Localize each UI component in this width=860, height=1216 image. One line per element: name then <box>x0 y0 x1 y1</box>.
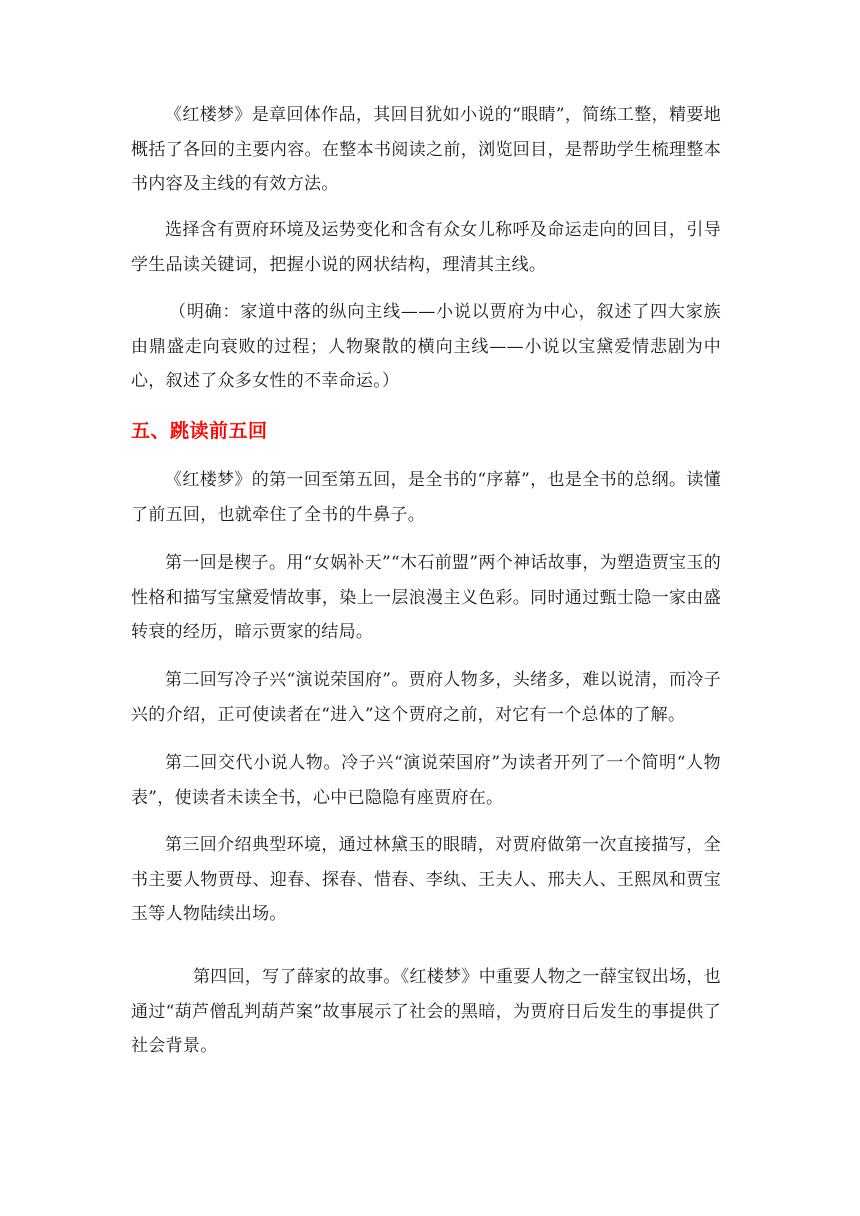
section-paragraph-2: 第一回是楔子。用“女娲补天”“木石前盟”两个神话故事，为塑造贾宝玉的性格和描写宝黛爱情故事，染上一层浪漫主义色彩。同时通过甄士隐一家由盛转衰的经历，暗示贾家的结局。 <box>131 553 721 642</box>
section-paragraph-4: 第二回交代小说人物。冷子兴“演说荣国府”为读者开列了一个简明“人物表”，使读者未读全书，心中已隐隐有座贾府在。 <box>131 753 721 808</box>
section-paragraph-5: 第三回介绍典型环境，通过林黛玉的眼睛，对贾府做第一次直接描写，全书主要人物贾母、迎春、探春、惜春、李纨、王夫人、邢夫人、王熙凤和贾宝玉等人物陆续出场。 <box>131 835 721 924</box>
section-paragraph-6: 第四回，写了薛家的故事。《红楼梦》中重要人物之一薛宝钗出场，也通过“葫芦僧乱判葫芦案”故事展示了社会的黑暗，为贾府日后发生的事提供了社会背景。 <box>131 967 721 1056</box>
intro-paragraph-3: （明确：家道中落的纵向主线——小说以贾府为中心，叙述了四大家族由鼎盛走向衰败的过程；人物聚散的横向主线——小说以宝黛爱情悲剧为中心，叙述了众多女性的不幸命运。） <box>131 302 721 391</box>
intro-paragraph-1: 《红楼梦》是章回体作品，其回目犹如小说的“眼睛”，简练工整，精要地概括了各回的主要内容。在整本书阅读之前，浏览回目，是帮助学生梳理整本书内容及主线的有效方法。 <box>131 105 721 194</box>
intro-paragraph-2: 选择含有贾府环境及运势变化和含有众女儿称呼及命运走向的回目，引导学生品读关键词，把握小说的网状结构，理清其主线。 <box>131 220 721 275</box>
section-paragraph-1: 《红楼梦》的第一回至第五回，是全书的“序幕”，也是全书的总纲。读懂了前五回，也就牵住了全书的牛鼻子。 <box>131 470 721 525</box>
section-heading: 五、跳读前五回 <box>131 420 268 442</box>
section-paragraph-3: 第二回写冷子兴“演说荣国府”。贾府人物多，头绪多，难以说清，而冷子兴的介绍，正可使读者在“进入”这个贾府之前，对它有一个总体的了解。 <box>131 670 721 725</box>
